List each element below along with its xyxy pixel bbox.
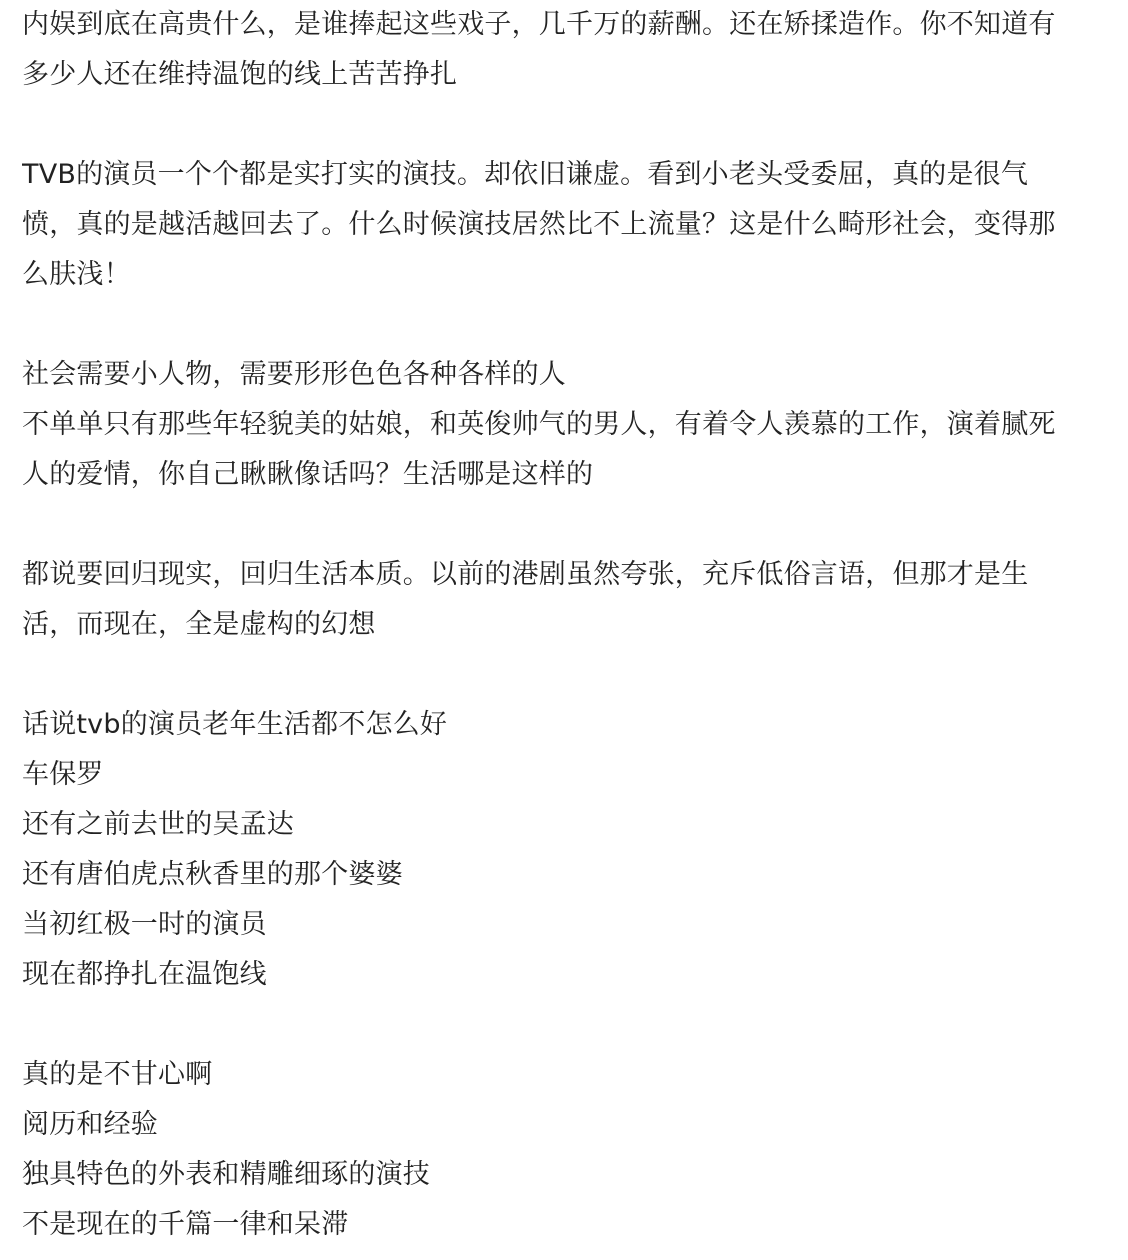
text-line: 不单单只有那些年轻貌美的姑娘，和英俊帅气的男人，有着令人羡慕的工作，演着腻死 xyxy=(22,409,1056,440)
text-line: 阅历和经验 xyxy=(22,1109,158,1140)
paragraph-gap xyxy=(22,650,1112,700)
text-line: 还有唐伯虎点秋香里的那个婆婆 xyxy=(22,859,403,890)
text-line: 话说tvb的演员老年生活都不怎么好 xyxy=(22,709,448,740)
text-line: 不是现在的千篇一律和呆滞 xyxy=(22,1209,349,1240)
text-line: 愤，真的是越活越回去了。什么时候演技居然比不上流量？这是什么畸形社会，变得那 xyxy=(22,209,1056,240)
paragraph-gap xyxy=(22,300,1112,350)
text-line: 活，而现在，全是虚构的幻想 xyxy=(22,609,376,640)
paragraph-gap xyxy=(22,1000,1112,1050)
text-line: 人的爱情，你自己瞅瞅像话吗？生活哪是这样的 xyxy=(22,459,594,490)
paragraph-gap xyxy=(22,100,1112,150)
text-line: 内娱到底在高贵什么，是谁捧起这些戏子，几千万的薪酬。还在矫揉造作。你不知道有 xyxy=(22,9,1056,40)
text-line: 车保罗 xyxy=(22,759,104,790)
comment-text-block xyxy=(22,0,1112,1250)
text-line: TVB的演员一个个都是实打实的演技。却依旧谦虚。看到小老头受委屈，真的是很气 xyxy=(22,159,1029,190)
text-line: 现在都挣扎在温饱线 xyxy=(22,959,267,990)
text-line: 独具特色的外表和精雕细琢的演技 xyxy=(22,1159,430,1190)
text-line: 都说要回归现实，回归生活本质。以前的港剧虽然夸张，充斥低俗言语，但那才是生 xyxy=(22,559,1029,590)
text-line: 还有之前去世的吴孟达 xyxy=(22,809,294,840)
text-line: 么肤浅！ xyxy=(22,259,131,290)
text-line: 当初红极一时的演员 xyxy=(22,909,267,940)
paragraph-gap xyxy=(22,500,1112,550)
text-line: 多少人还在维持温饱的线上苦苦挣扎 xyxy=(22,59,458,90)
text-line: 真的是不甘心啊 xyxy=(22,1059,213,1090)
text-line: 社会需要小人物，需要形形色色各种各样的人 xyxy=(22,359,566,390)
